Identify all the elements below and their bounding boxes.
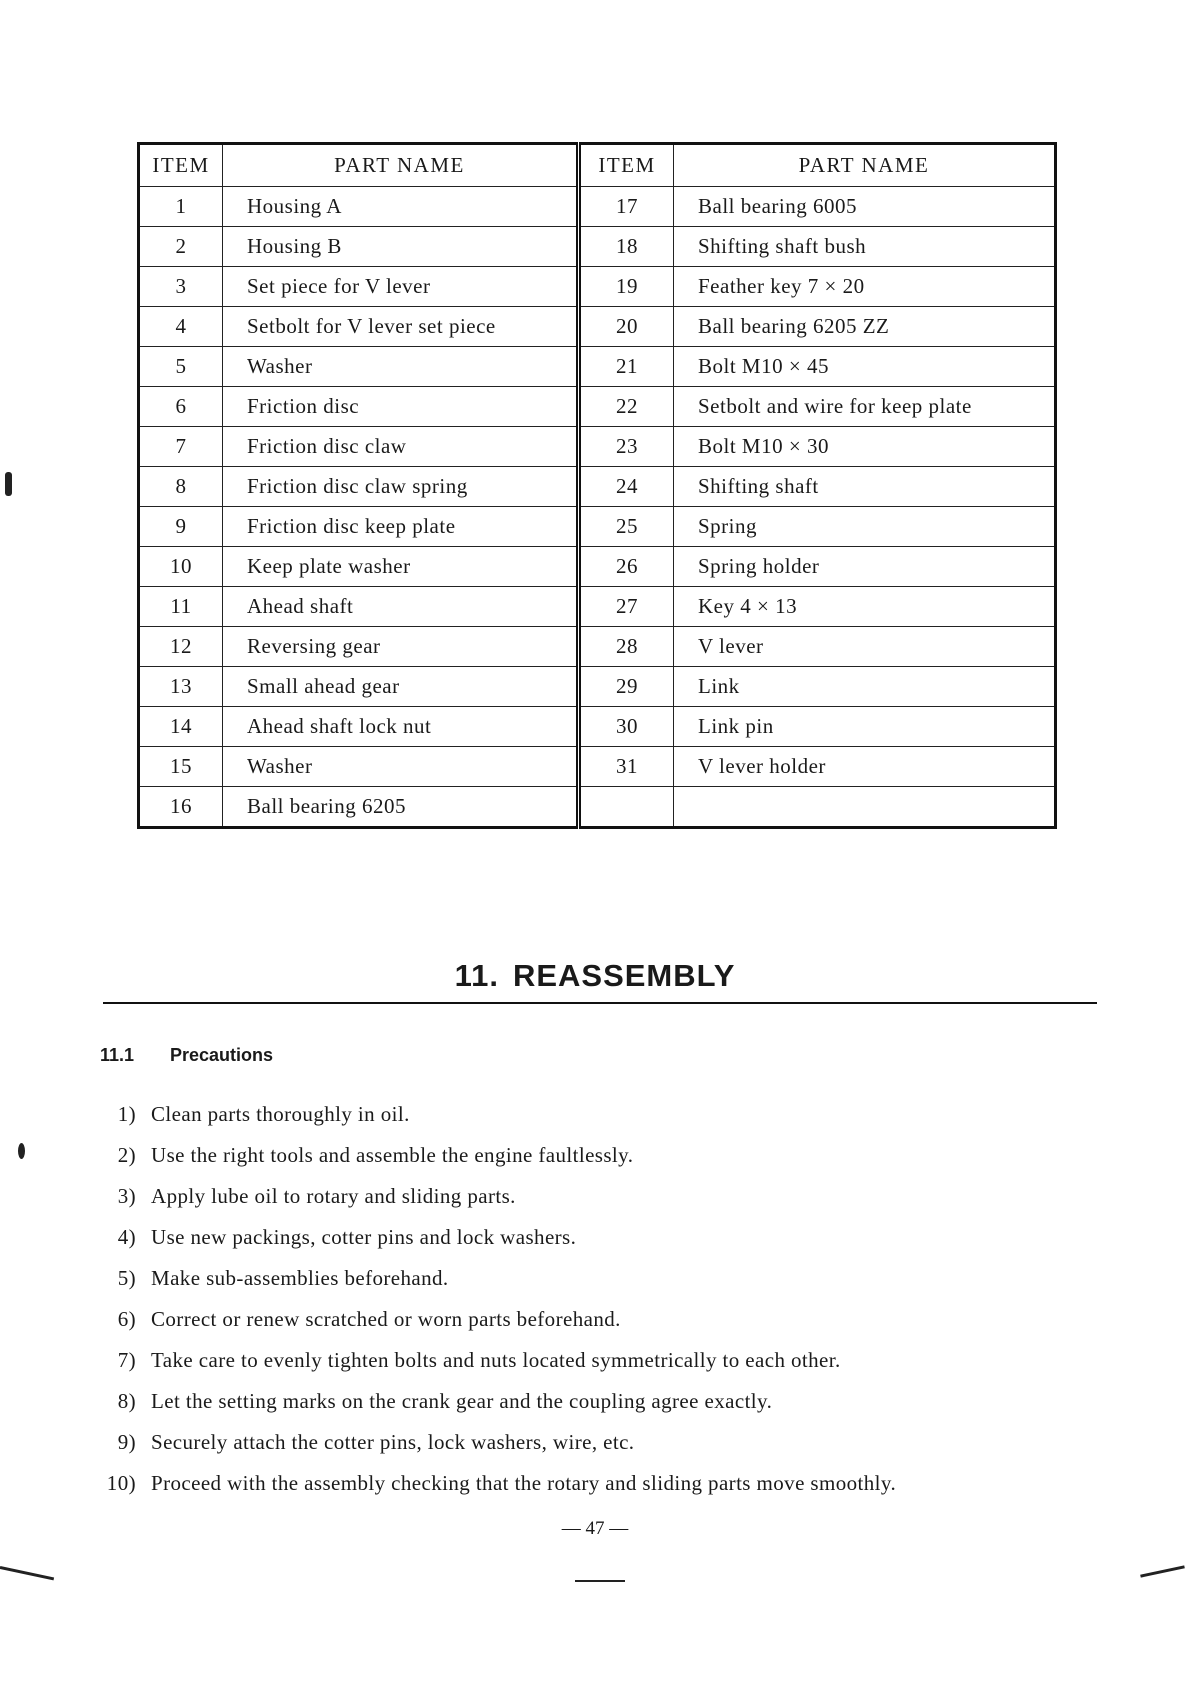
- item-number-2: 29: [579, 667, 674, 707]
- table-header-row: [139, 144, 1056, 187]
- item-number: 7: [139, 427, 223, 467]
- part-name: Friction disc claw: [223, 427, 579, 467]
- list-item-marker: 6): [117, 1307, 136, 1331]
- parts-table-body: [139, 187, 1056, 828]
- part-name: Friction disc: [223, 387, 579, 427]
- list-item-marker: 10): [106, 1471, 136, 1495]
- scan-mark: [18, 1143, 25, 1159]
- header-item: ITEM: [139, 144, 223, 187]
- header-item-2: ITEM: [579, 144, 674, 187]
- list-item: [92, 1422, 1092, 1463]
- part-name: Keep plate washer: [223, 547, 579, 587]
- list-item-text: Let the setting marks on the crank gear and the coupling agree exactly.: [151, 1389, 773, 1413]
- item-number-2: 27: [579, 587, 674, 627]
- item-number-2: 22: [579, 387, 674, 427]
- part-name-2: Shifting shaft bush: [674, 227, 1056, 267]
- part-name: Friction disc keep plate: [223, 507, 579, 547]
- list-item: [92, 1094, 1092, 1135]
- table-row: [139, 347, 1056, 387]
- table-row: [139, 707, 1056, 747]
- item-number: 14: [139, 707, 223, 747]
- part-name-2: Key 4 × 13: [674, 587, 1056, 627]
- item-number-2: 18: [579, 227, 674, 267]
- part-name-2: Shifting shaft: [674, 467, 1056, 507]
- list-item-text: Make sub-assemblies beforehand.: [151, 1266, 449, 1290]
- scan-mark: [575, 1580, 625, 1582]
- part-name-2: Link pin: [674, 707, 1056, 747]
- scan-mark: [0, 1566, 54, 1580]
- item-number: 6: [139, 387, 223, 427]
- part-name: Washer: [223, 347, 579, 387]
- table-row: [139, 507, 1056, 547]
- list-item-marker: 5): [117, 1266, 136, 1290]
- item-number-2: 24: [579, 467, 674, 507]
- list-item: [92, 1258, 1092, 1299]
- part-name-2: Ball bearing 6005: [674, 187, 1056, 227]
- table-row: [139, 587, 1056, 627]
- part-name: Ahead shaft lock nut: [223, 707, 579, 747]
- table-row: [139, 667, 1056, 707]
- section-heading: [0, 958, 1190, 994]
- table-row: [139, 627, 1056, 667]
- list-item-text: Take care to evenly tighten bolts and nuts located symmetrically to each other.: [151, 1348, 841, 1372]
- item-number-2: [579, 787, 674, 828]
- table-row: [139, 787, 1056, 828]
- list-item-text: Proceed with the assembly checking that the rotary and sliding parts move smoothly.: [151, 1471, 897, 1495]
- part-name-2: Setbolt and wire for keep plate: [674, 387, 1056, 427]
- part-name-2: V lever: [674, 627, 1056, 667]
- part-name: Housing A: [223, 187, 579, 227]
- item-number: 5: [139, 347, 223, 387]
- list-item-text: Correct or renew scratched or worn parts beforehand.: [151, 1307, 621, 1331]
- list-item: [92, 1340, 1092, 1381]
- part-name: Set piece for V lever: [223, 267, 579, 307]
- list-item: [92, 1135, 1092, 1176]
- table-row: [139, 267, 1056, 307]
- item-number: 8: [139, 467, 223, 507]
- page-number: — 47 —: [561, 1518, 629, 1539]
- table-row: [139, 427, 1056, 467]
- item-number-2: 30: [579, 707, 674, 747]
- list-item-marker: 3): [117, 1184, 136, 1208]
- item-number-2: 31: [579, 747, 674, 787]
- item-number: 16: [139, 787, 223, 828]
- part-name: Small ahead gear: [223, 667, 579, 707]
- part-name: Friction disc claw spring: [223, 467, 579, 507]
- table-row: [139, 467, 1056, 507]
- part-name-2: Spring: [674, 507, 1056, 547]
- item-number: 4: [139, 307, 223, 347]
- list-item: [92, 1299, 1092, 1340]
- item-number-2: 20: [579, 307, 674, 347]
- part-name-2: Link: [674, 667, 1056, 707]
- item-number: 1: [139, 187, 223, 227]
- list-item-marker: 4): [117, 1225, 136, 1249]
- heading-rule: [103, 1002, 1097, 1004]
- list-item-text: Clean parts thoroughly in oil.: [151, 1102, 410, 1126]
- header-part-name: PART NAME: [223, 144, 579, 187]
- item-number-2: 19: [579, 267, 674, 307]
- list-item-marker: 8): [117, 1389, 136, 1413]
- list-item: [92, 1381, 1092, 1422]
- item-number-2: 26: [579, 547, 674, 587]
- part-name-2: V lever holder: [674, 747, 1056, 787]
- item-number-2: 21: [579, 347, 674, 387]
- item-number: 9: [139, 507, 223, 547]
- list-item: [92, 1176, 1092, 1217]
- item-number-2: 25: [579, 507, 674, 547]
- item-number: 13: [139, 667, 223, 707]
- part-name: Setbolt for V lever set piece: [223, 307, 579, 347]
- item-number-2: 23: [579, 427, 674, 467]
- list-item-marker: 1): [117, 1102, 136, 1126]
- item-number: 2: [139, 227, 223, 267]
- item-number-2: 28: [579, 627, 674, 667]
- part-name: Reversing gear: [223, 627, 579, 667]
- part-name: Ahead shaft: [223, 587, 579, 627]
- list-item-text: Securely attach the cotter pins, lock washers, wire, etc.: [151, 1430, 635, 1454]
- list-item-marker: 7): [117, 1348, 136, 1372]
- part-name-2: Ball bearing 6205 ZZ: [674, 307, 1056, 347]
- subsection-title: Precautions: [170, 1045, 274, 1065]
- table-row: [139, 747, 1056, 787]
- part-name-2: Bolt M10 × 30: [674, 427, 1056, 467]
- list-item-text: Apply lube oil to rotary and sliding parts.: [151, 1184, 516, 1208]
- table-row: [139, 187, 1056, 227]
- part-name-2: Bolt M10 × 45: [674, 347, 1056, 387]
- part-name-2: [674, 787, 1056, 828]
- scan-mark: [1140, 1565, 1185, 1577]
- scan-mark: [5, 472, 12, 496]
- subsection-heading: [100, 1045, 273, 1066]
- part-name-2: Feather key 7 × 20: [674, 267, 1056, 307]
- precautions-list: [92, 1094, 1092, 1504]
- section-title: REASSEMBLY: [512, 958, 736, 993]
- subsection-number: 11.1: [100, 1045, 135, 1065]
- list-item: [92, 1463, 1092, 1504]
- section-number: 11.: [454, 958, 499, 993]
- part-name-2: Spring holder: [674, 547, 1056, 587]
- list-item-marker: 2): [117, 1143, 136, 1167]
- list-item-text: Use the right tools and assemble the engine faultlessly.: [151, 1143, 634, 1167]
- part-name: Ball bearing 6205: [223, 787, 579, 828]
- table-row: [139, 387, 1056, 427]
- item-number: 3: [139, 267, 223, 307]
- list-item-text: Use new packings, cotter pins and lock washers.: [151, 1225, 577, 1249]
- item-number: 12: [139, 627, 223, 667]
- table-row: [139, 307, 1056, 347]
- table-row: [139, 227, 1056, 267]
- list-item-marker: 9): [117, 1430, 136, 1454]
- parts-table: [137, 142, 1057, 829]
- item-number: 11: [139, 587, 223, 627]
- item-number-2: 17: [579, 187, 674, 227]
- header-part-name-2: PART NAME: [674, 144, 1056, 187]
- table-row: [139, 547, 1056, 587]
- part-name: Washer: [223, 747, 579, 787]
- part-name: Housing B: [223, 227, 579, 267]
- item-number: 10: [139, 547, 223, 587]
- list-item: [92, 1217, 1092, 1258]
- item-number: 15: [139, 747, 223, 787]
